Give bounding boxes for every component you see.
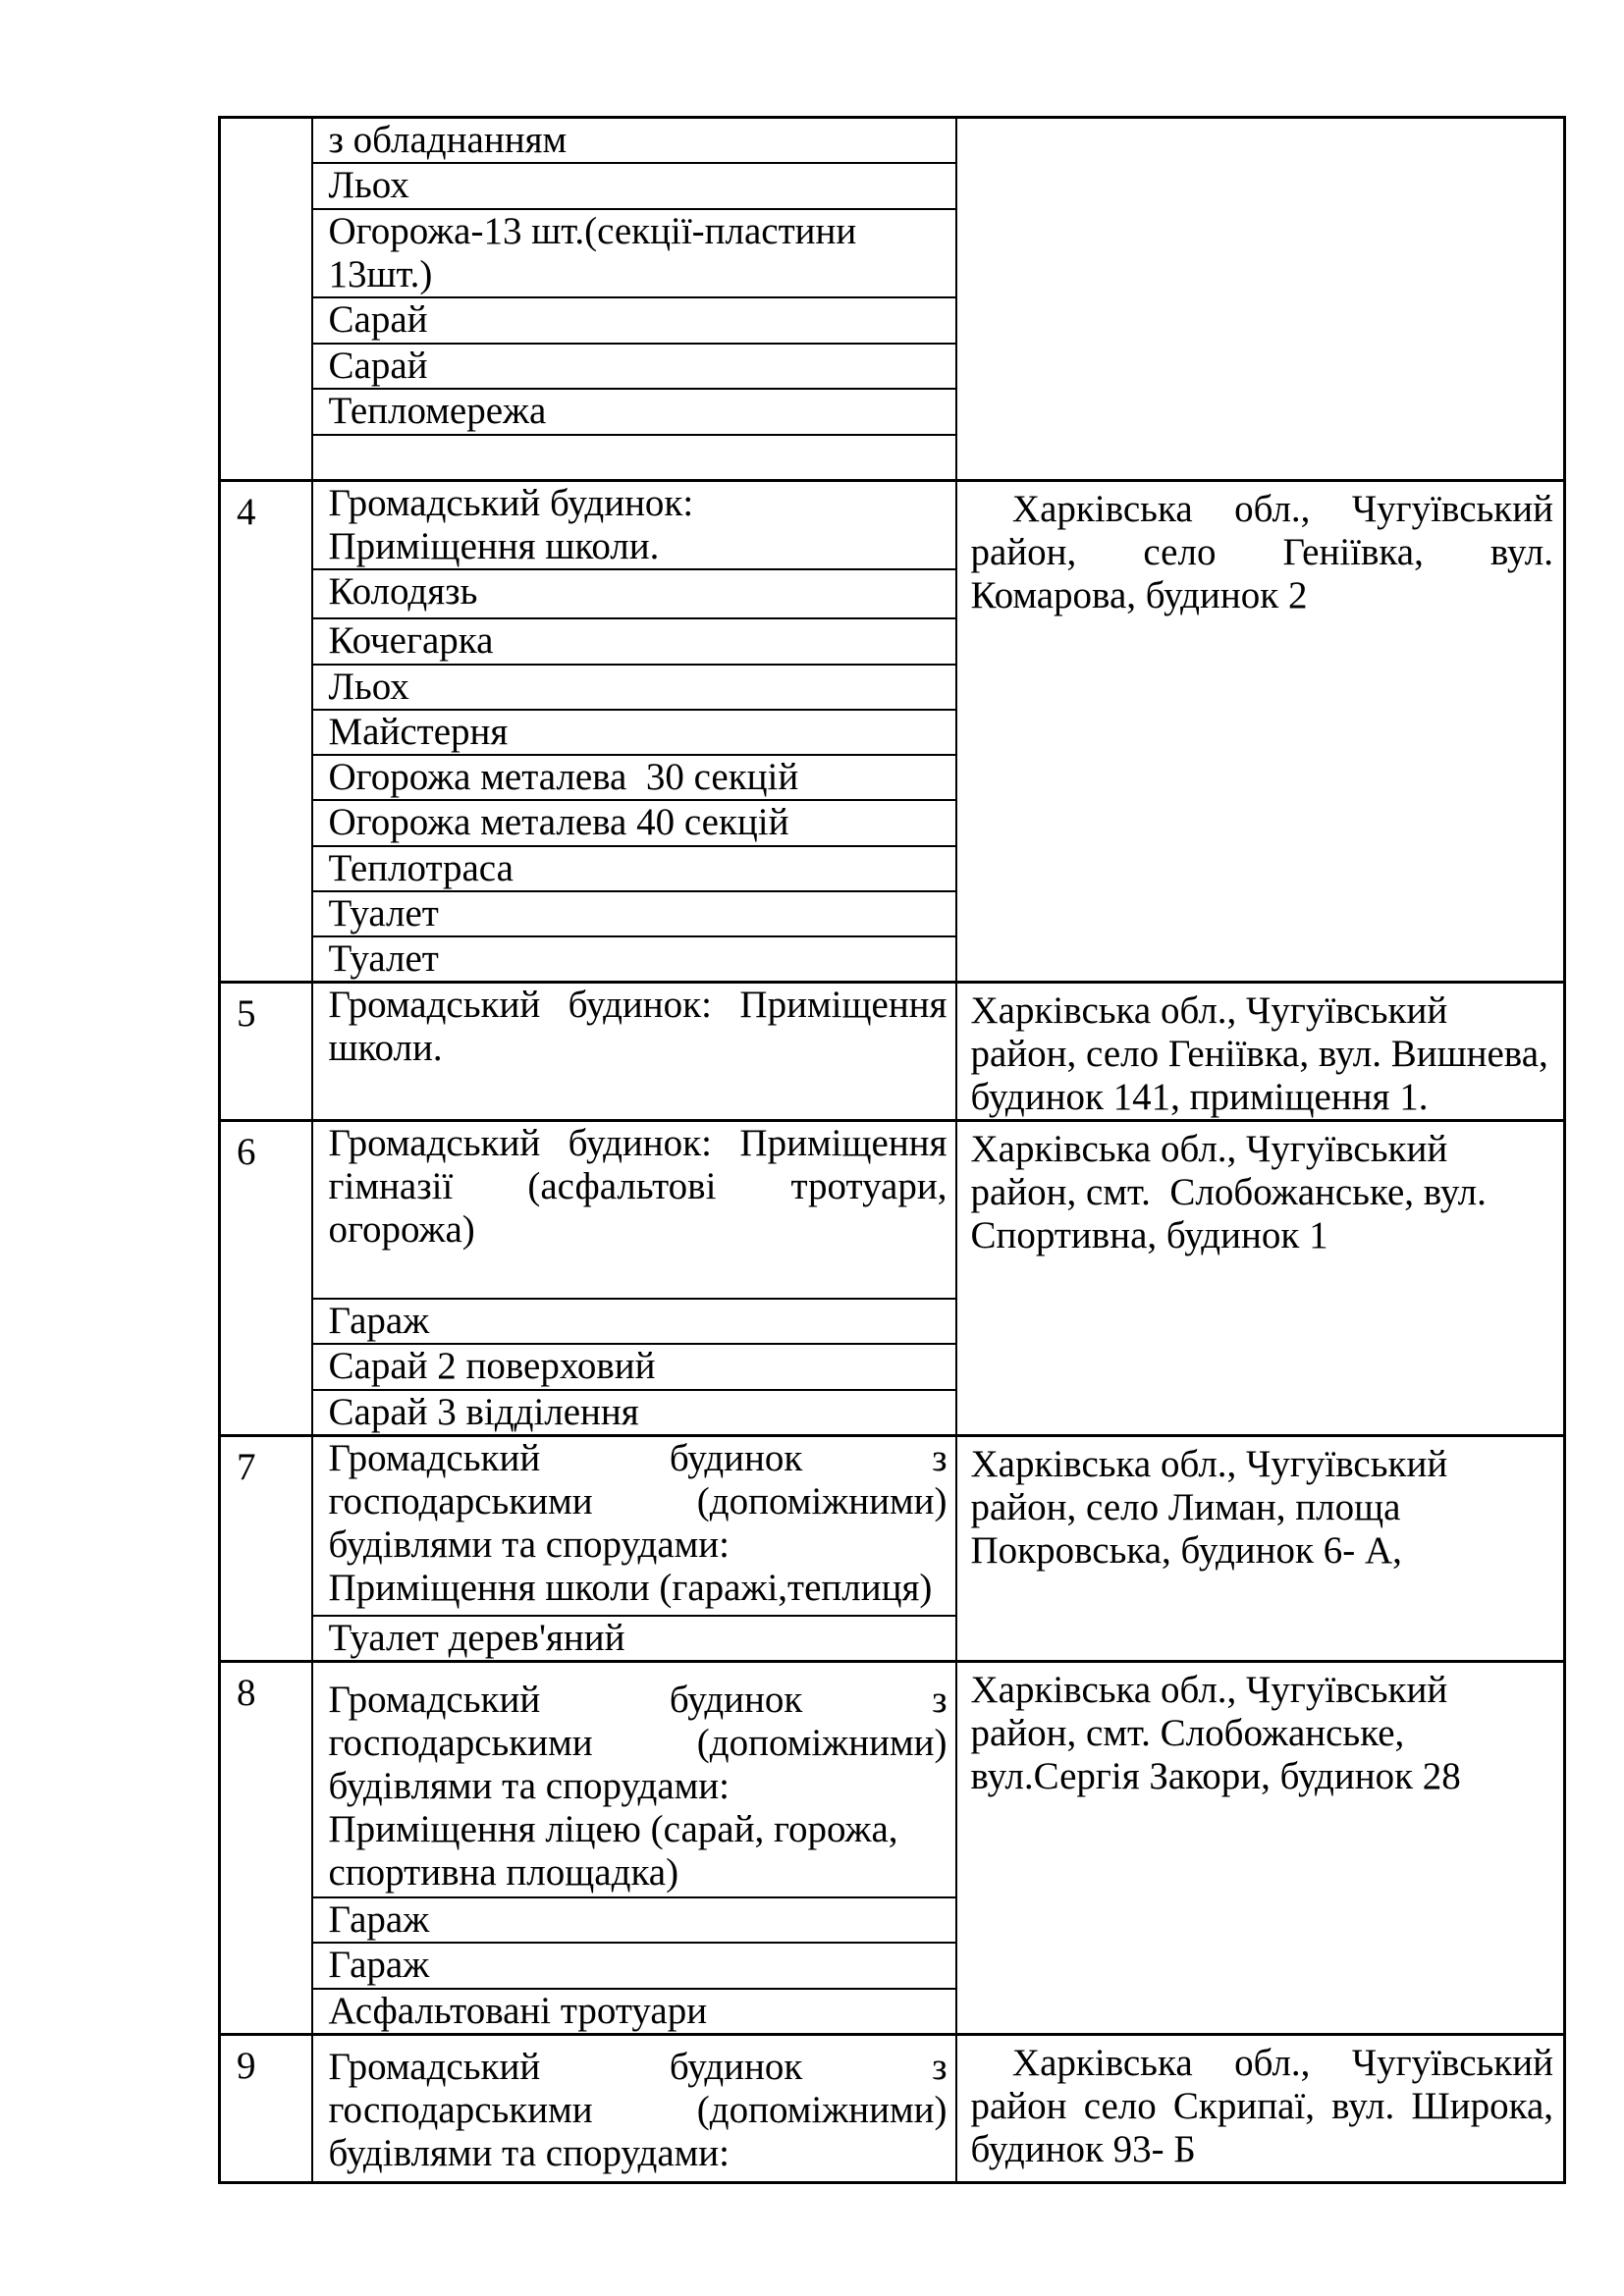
description-line: Громадський будинок з (328, 1679, 947, 1721)
description-line: Приміщення школи (гаражі,теплиця) (328, 1567, 933, 1609)
description-line: з обладнанням (328, 119, 568, 161)
description-cell (312, 982, 956, 1120)
description-line: Приміщення школи. (328, 524, 660, 567)
description-line: будівлями та спорудами: (328, 1765, 731, 1807)
description-line: Теплотраса (328, 846, 514, 889)
address-line: район, смт. Слобожанське, (970, 1712, 1405, 1754)
address-line: Харківська обл., Чугуївський (970, 487, 1553, 530)
description-cell (312, 1120, 956, 1299)
description-cell (312, 435, 956, 480)
description-line: господарськими (допоміжними) (328, 1480, 947, 1522)
description-line: Огорожа-13 шт.(секції-пластини (328, 210, 857, 252)
description-line: Гараж (328, 1897, 430, 1941)
address-cell (956, 982, 1565, 1120)
description-line: Сарай (328, 298, 428, 341)
description-line: Сарай (328, 345, 428, 387)
description-line: огорожа) (328, 1207, 475, 1251)
description-cell (312, 846, 956, 891)
description-line: Колодязь (328, 569, 478, 613)
description-cell (312, 569, 956, 618)
description-cell (312, 1390, 956, 1436)
address-line: будинок 93- Б (970, 2127, 1196, 2170)
address-line: Харківська обл., Чугуївський (970, 1669, 1448, 1711)
address-cell (956, 480, 1565, 982)
description-cell (312, 1943, 956, 1989)
description-line: господарськими (допоміжними) (328, 2088, 947, 2131)
description-line: Сарай 3 відділення (328, 1391, 639, 1433)
description-line: Громадський будинок: Приміщення (328, 983, 947, 1026)
description-line: Огорожа металева 40 секцій (328, 800, 789, 843)
description-line: Приміщення ліцею (сарай, горожа, (328, 1808, 898, 1850)
description-line: Туалет дерев'яний (328, 1616, 625, 1659)
table-row (220, 1662, 1565, 1897)
description-cell (312, 665, 956, 710)
description-cell (312, 1989, 956, 2035)
description-line: Огорожа металева 30 секцій (328, 755, 799, 798)
description-cell (312, 389, 956, 435)
address-line: будинок 141, приміщення 1. (970, 1075, 1429, 1118)
description-line: гімназії (асфальтові тротуари, (328, 1164, 947, 1207)
description-cell (312, 755, 956, 800)
description-cell (312, 1299, 956, 1344)
description-cell (312, 480, 956, 569)
address-cell (956, 1662, 1565, 2035)
address-line: Харківська обл., Чугуївський (970, 1127, 1448, 1170)
description-cell (312, 1344, 956, 1390)
address-line: район, село Геніївка, вул. (970, 530, 1553, 573)
row-number-cell: 6 (220, 1120, 312, 1436)
address-line: район, село Геніївка, вул. Вишнева, (970, 1032, 1548, 1075)
description-line: 13шт.) (328, 253, 433, 295)
description-line: Гараж (328, 1300, 430, 1342)
description-line: Гараж (328, 1943, 430, 1986)
address-line: район, село Лиман, площа (970, 1486, 1401, 1528)
description-cell (312, 2034, 956, 2182)
table-row (220, 480, 1565, 569)
address-cell (956, 1120, 1565, 1436)
property-table (218, 116, 1566, 2184)
table-row (220, 1120, 1565, 1299)
description-line: будівлями та спорудами: (328, 2131, 731, 2174)
description-line: Громадський будинок з (328, 2045, 947, 2088)
address-line: Харківська обл., Чугуївський (970, 988, 1448, 1032)
description-line: Асфальтовані тротуари (328, 1989, 708, 2032)
description-cell (312, 1436, 956, 1616)
description-line: Громадський будинок з (328, 1437, 947, 1479)
row-number-cell: 8 (220, 1662, 312, 2035)
description-line: спортивна площадка) (328, 1851, 679, 1894)
description-cell (312, 344, 956, 389)
description-line: Громадський будинок: Приміщення (328, 1121, 947, 1164)
address-line: вул.Сергія Закори, будинок 28 (970, 1755, 1461, 1797)
description-cell (312, 1662, 956, 1897)
address-line: Харківська обл., Чугуївський (970, 1443, 1448, 1485)
description-line: Туалет (328, 936, 439, 980)
row-number-cell: 7 (220, 1436, 312, 1662)
address-line: Комарова, будинок 2 (970, 573, 1308, 616)
row-number-cell: 4 (220, 480, 312, 982)
description-line: Громадський будинок: (328, 481, 694, 524)
description-cell (312, 118, 956, 164)
description-cell (312, 710, 956, 755)
description-cell (312, 297, 956, 344)
table-row (220, 1436, 1565, 1616)
description-line: Сарай 2 поверховий (328, 1345, 656, 1387)
address-line: Покровська, будинок 6- А, (970, 1529, 1402, 1572)
description-line: Туалет (328, 891, 439, 934)
row-number-cell (220, 118, 312, 481)
description-cell (312, 891, 956, 936)
description-cell (312, 800, 956, 846)
description-line: господарськими (допоміжними) (328, 1722, 947, 1764)
description-cell (312, 209, 956, 297)
table-row (220, 118, 1565, 164)
table-row (220, 2034, 1565, 2182)
description-line: Льох (328, 164, 409, 206)
description-line: школи. (328, 1026, 443, 1069)
address-cell (956, 2034, 1565, 2182)
description-line: Льох (328, 665, 409, 708)
address-line: Спортивна, будинок 1 (970, 1213, 1328, 1256)
description-line: Тепломережа (328, 390, 547, 432)
row-number-cell: 9 (220, 2034, 312, 2182)
description-line: будівлями та спорудами: (328, 1523, 731, 1566)
description-cell (312, 936, 956, 983)
row-number-cell: 5 (220, 982, 312, 1120)
table-row (220, 982, 1565, 1120)
description-cell (312, 163, 956, 209)
address-line: район село Скрипаї, вул. Широка, (970, 2084, 1553, 2127)
address-cell (956, 1436, 1565, 1662)
description-line: Кочегарка (328, 618, 494, 662)
description-cell (312, 1616, 956, 1662)
table-body (220, 118, 1565, 2183)
address-cell (956, 118, 1565, 481)
address-line: Харківська обл., Чугуївський (970, 2041, 1553, 2084)
description-cell (312, 618, 956, 665)
address-line: район, смт. Слобожанське, вул. (970, 1170, 1487, 1213)
description-cell (312, 1897, 956, 1943)
description-line: Майстерня (328, 710, 509, 753)
